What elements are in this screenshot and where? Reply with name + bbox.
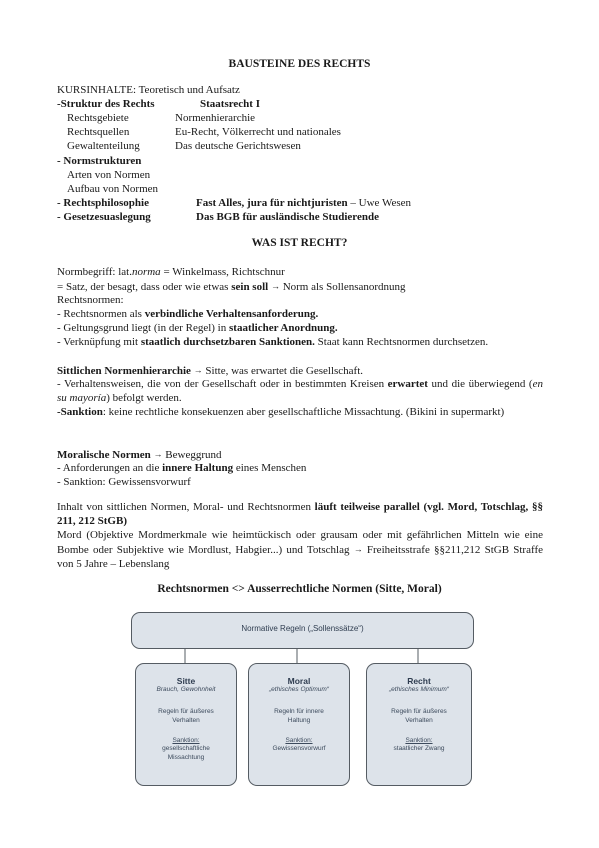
text-run: - Verknüpfung mit [57,336,141,348]
struktur-row-left: Rechtsquellen [67,126,130,138]
text-run: ) befolgt werden. [106,392,182,404]
arrow-icon: → [153,449,163,459]
text-run: : keine rechtliche konsekuenzen aber gesellschaftliche Missachtung. (Bikini in supermarkt) [102,406,505,418]
text-run: - Verhaltensweisen, die von der Gesellschaft oder in bestimmten Kreisen [57,378,388,390]
box-subtitle: Brauch, Gewohnheit [156,686,216,693]
text-run: verbindliche Verhaltensanforderung. [144,308,319,320]
diagram-top-box [131,612,474,649]
struktur-row-left: Rechtsgebiete [67,112,129,124]
text-run: sein soll [231,281,269,293]
box-sanktion-text: staatlicher Zwang [393,745,445,752]
arrow-icon: → [353,544,363,554]
text-run: Freiheitsstrafe §§211,212 StGB Straffe von 5 Jahre – Lebenslang [57,544,543,570]
box-sanktion-text: gesellschaftliche [162,745,210,752]
box-sanktion-label: Sanktion: [405,737,433,744]
box-title: Recht [407,676,431,686]
text-run: staatlicher Anordnung. [229,322,338,334]
box-text: Verhalten [405,717,433,724]
text-run: Norm als Sollensanordnung [279,281,406,293]
moralisch-line: - Sanktion: Gewissensvorwurf [57,476,191,488]
gesetzesauslegung-label: - Gesetzesuaslegung [57,211,151,223]
box-sanktion-text: Missachtung [167,754,205,761]
box-title: Moral [287,676,311,686]
box-sanktion-label: Sanktion: [172,737,200,744]
struktur-row-left: Gewaltenteilung [67,140,140,152]
section-heading: WAS IST RECHT? [251,237,348,249]
normstrukturen-item: Arten von Normen [67,169,151,181]
text-run: en su mayoría [57,378,543,404]
page-title: BAUSTEINE DES RECHTS [228,58,371,70]
box-sanktion-text: Gewissensvorwurf [272,745,326,752]
rechtsphilosophie-label: - Rechtsphilosophie [57,197,149,209]
arrow-icon: → [193,365,203,375]
box-text: Regeln für äußeres [391,708,447,715]
text-run: innere Haltung [162,462,234,474]
text-run: Mord (Objektive Mordmerkmale wie heimtückisch oder grausam oder mit gefährlichen Mitteln wie eine Bombe oder Subjektive wie Mordlust, Habgier...) und Totschlag [57,529,543,556]
box-sanktion-label: Sanktion: [285,737,313,744]
diagram-top-label: Normative Regeln („Sollenssätze“) [241,624,364,633]
text-run: - Anforderungen an die [57,462,163,474]
text-run: Normbegriff: lat. [57,266,132,278]
text-run: läuft teilweise parallel (vgl. Mord, Totschlag, §§ 211, 212 StGB) [57,501,543,527]
text-run: Sittlichen Normenhierarchie [57,365,191,377]
box-text: Verhalten [172,717,200,724]
text-run: -Sanktion [57,406,103,418]
box-text: Regeln für äußeres [158,708,214,715]
struktur-row-right: Normenhierarchie [175,112,256,124]
normstrukturen-item: Aufbau von Normen [67,183,159,195]
text-run: - Geltungsgrund liegt (in der Regel) in [57,322,229,334]
struktur-label: -Struktur des Rechts [57,98,155,110]
normstrukturen-label: - Normstrukturen [57,155,142,167]
text-run: staatlich durchsetzbaren Sanktionen. [140,336,315,348]
diagram-box-sitte [135,663,237,786]
text-run: und die überwiegend ( [427,378,533,390]
box-text: Regeln für innere [274,708,324,715]
gesetzesauslegung-book: Das BGB für ausländische Studierende [196,211,379,223]
text-run: Staat kann Rechtsnormen durchsetzen. [314,336,489,348]
text-run: Sitte, was erwartet die Gesellschaft. [202,365,364,377]
diagram-box-moral [248,663,350,786]
kurs-label: KURSINHALTE [57,84,133,96]
normbegriff-line: Rechtsnormen: [57,294,124,306]
box-subtitle: „ethisches Optimum“ [269,686,329,693]
text-run: Moralische Normen [57,449,151,461]
book-author: – Uwe Wesen [347,197,412,209]
struktur-col2: Staatsrecht I [200,98,260,110]
text-run: norma [131,266,161,278]
box-text: Haltung [287,717,311,724]
kurs-text: : Teoretisch und Aufsatz [133,84,240,96]
struktur-row-right: Eu-Recht, Völkerrecht und nationales [175,126,341,138]
text-run: eines Menschen [233,462,307,474]
struktur-row-right: Das deutsche Gerichtswesen [175,140,301,152]
book-title: Fast Alles, jura für nichtjuristen [196,197,348,209]
box-title: Sitte [176,676,196,686]
text-run: Inhalt von sittlichen Normen, Moral- und Rechtsnormen [57,501,315,513]
arrow-icon: → [270,281,280,291]
text-run: - Rechtsnormen als [57,308,145,320]
text-run: erwartet [387,378,428,390]
text-run: = Winkelmass, Richtschnur [160,266,285,278]
text-run: = Satz, der besagt, dass oder wie etwas [57,281,232,293]
section-heading: Rechtsnormen <> Ausserrechtliche Normen (Sitte, Moral) [157,583,442,595]
text-run: Beweggrund [162,449,222,461]
box-subtitle: „ethisches Minimum“ [389,686,449,693]
diagram-box-recht [366,663,472,786]
